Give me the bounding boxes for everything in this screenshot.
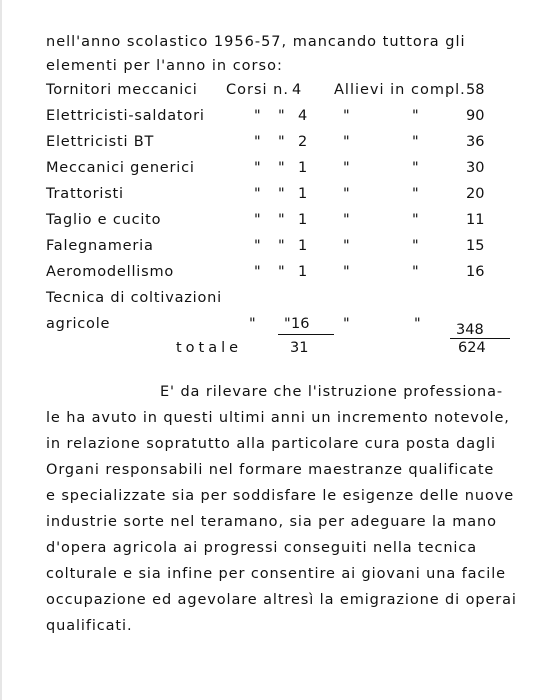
allievi-value: 58 [466, 82, 485, 98]
ditto-mark: " [343, 238, 350, 254]
totale-label: totale [176, 340, 243, 356]
allievi-value: 348 [456, 322, 484, 338]
paragraph-line: le ha avuto in questi ultimi anni un incremento notevole, [46, 410, 510, 426]
intro-line-2: elementi per l'anno in corso: [46, 58, 283, 74]
ditto-mark: " [278, 108, 285, 124]
corsi-value: 1 [298, 160, 308, 176]
course-name: Tornitori meccanici [46, 82, 198, 98]
paragraph-line: qualificati. [46, 618, 133, 634]
totals-row [46, 340, 516, 360]
allievi-value: 36 [466, 134, 485, 150]
ditto-mark: " [343, 264, 350, 280]
course-name: Tecnica di coltivazioni [46, 290, 222, 306]
totale-corsi: 31 [290, 340, 309, 356]
corsi-value: 1 [298, 264, 308, 280]
ditto-mark: " [412, 134, 419, 150]
corsi-value: 1 [298, 186, 308, 202]
ditto-mark: " [412, 238, 419, 254]
course-name: Falegnameria [46, 238, 154, 254]
corsi-value: 1 [298, 238, 308, 254]
course-name: Taglio e cucito [46, 212, 162, 228]
ditto-mark: " [254, 186, 261, 202]
allievi-value: 20 [466, 186, 485, 202]
paragraph-line: in relazione sopratutto alla particolare cura posta dagli [46, 436, 496, 452]
table-row [46, 82, 516, 102]
ditto-mark: " [278, 238, 285, 254]
corsi-value: 4 [292, 82, 302, 98]
corsi-value: 16 [291, 316, 310, 332]
table-row [46, 160, 516, 180]
ditto-mark: " [343, 134, 350, 150]
corsi-value: 2 [298, 134, 308, 150]
paragraph-line: occupazione ed agevolare altresì la emigrazione di operai [46, 592, 517, 608]
ditto-mark: " [254, 134, 261, 150]
ditto-mark: " [414, 316, 421, 332]
ditto-mark: " [278, 186, 285, 202]
paragraph-line: d'opera agricola ai progressi conseguiti nella tecnica [46, 540, 478, 556]
allievi-label: Allievi in compl. [334, 82, 466, 98]
ditto-mark: " [343, 316, 350, 332]
allievi-value: 11 [466, 212, 485, 228]
ditto-mark: " [412, 108, 419, 124]
ditto-mark: " [343, 186, 350, 202]
table-row [46, 316, 516, 336]
ditto-mark: " [412, 212, 419, 228]
sum-line-allievi [450, 338, 510, 339]
table-row [46, 264, 516, 284]
allievi-value: 90 [466, 108, 485, 124]
paragraph-line: colturale e sia infine per consentire ai giovani una facile [46, 566, 506, 582]
course-name: Meccanici generici [46, 160, 195, 176]
paragraph-line: Organi responsabili nel formare maestranze qualificate [46, 462, 495, 478]
sum-line-corsi [278, 334, 334, 335]
corsi-label: Corsi n. [226, 82, 289, 98]
corsi-value: 1 [298, 212, 308, 228]
table-row [46, 134, 516, 154]
allievi-value: 15 [466, 238, 485, 254]
ditto-mark: " [278, 212, 285, 228]
ditto-mark: " [412, 160, 419, 176]
page-edge [0, 0, 2, 700]
ditto-mark: " [254, 264, 261, 280]
table-row [46, 108, 516, 128]
ditto-mark: " [254, 108, 261, 124]
allievi-value: 16 [466, 264, 485, 280]
table-row [46, 238, 516, 258]
paragraph-line: industrie sorte nel teramano, sia per adeguare la mano [46, 514, 497, 530]
ditto-mark: " [412, 186, 419, 202]
paragraph-line: e specializzate sia per soddisfare le esigenze delle nuove [46, 488, 515, 504]
course-name: Trattoristi [46, 186, 124, 202]
ditto-mark: " [254, 160, 261, 176]
course-name-cont: agricole [46, 316, 111, 332]
ditto-mark: " [284, 316, 291, 332]
totale-allievi: 624 [458, 340, 486, 356]
course-name: Aeromodellismo [46, 264, 175, 280]
ditto-mark: " [343, 160, 350, 176]
ditto-mark: " [278, 160, 285, 176]
ditto-mark: " [254, 238, 261, 254]
intro-line-1: nell'anno scolastico 1956-57, mancando tuttora gli [46, 34, 466, 50]
ditto-mark: " [278, 264, 285, 280]
table-row [46, 212, 516, 232]
ditto-mark: " [343, 108, 350, 124]
corsi-value: 4 [298, 108, 308, 124]
course-name: Elettricisti-saldatori [46, 108, 205, 124]
ditto-mark: " [412, 264, 419, 280]
table-row [46, 290, 516, 310]
paragraph-line: E' da rilevare che l'istruzione professiona- [160, 384, 504, 400]
ditto-mark: " [254, 212, 261, 228]
ditto-mark: " [343, 212, 350, 228]
table-row [46, 186, 516, 206]
ditto-mark: " [278, 134, 285, 150]
course-name: Elettricisti BT [46, 134, 155, 150]
ditto-mark: " [249, 316, 256, 332]
allievi-value: 30 [466, 160, 485, 176]
